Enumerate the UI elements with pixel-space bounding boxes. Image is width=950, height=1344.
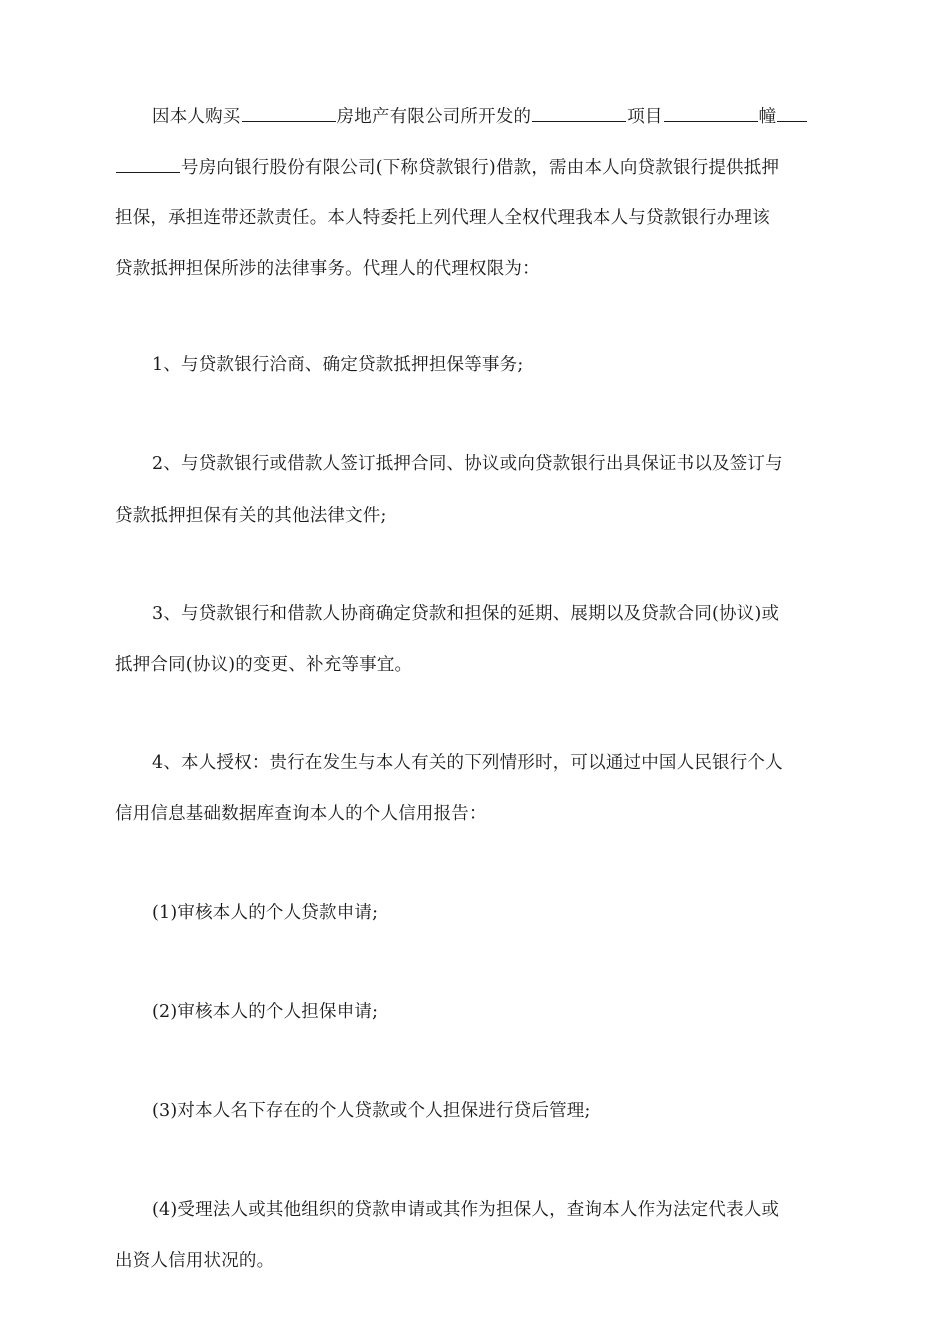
intro-line-3: 担保，承担连带还款责任。本人特委托上列代理人全权代理我本人与贷款银行办理该 [115, 208, 770, 228]
intro-line-2 [115, 154, 840, 181]
sub-item-1: (1)审核本人的个人贷款申请; [152, 903, 379, 923]
item-2-line-1: 2、与贷款银行或借款人签订抵押合同、协议或向贷款银行出具保证书以及签订与 [152, 454, 783, 474]
item-4-line-2: 信用信息基础数据库查询本人的个人信用报告： [115, 804, 487, 824]
blank-room-number-b[interactable] [116, 154, 180, 173]
intro-text-developer: 房地产有限公司所开发的 [336, 107, 532, 127]
item-2-line-2: 贷款抵押担保有关的其他法律文件; [115, 506, 387, 526]
intro-text-buy: 因本人购买 [152, 107, 241, 127]
intro-text-project: 项目 [627, 107, 663, 127]
blank-building-number[interactable] [664, 103, 758, 122]
item-1-line-1: 1、与贷款银行洽商、确定贷款抵押担保等事务; [152, 355, 524, 375]
blank-room-number-a[interactable] [777, 103, 807, 122]
item-4-line-1: 4、本人授权：贵行在发生与本人有关的下列情形时，可以通过中国人民银行个人 [152, 753, 783, 773]
sub-item-2: (2)审核本人的个人担保申请; [152, 1002, 379, 1022]
blank-developer-name[interactable] [242, 103, 336, 122]
blank-project-name[interactable] [532, 103, 626, 122]
intro-line-4: 贷款抵押担保所涉的法律事务。代理人的代理权限为： [115, 259, 540, 279]
item-3-line-1: 3、与贷款银行和借款人协商确定贷款和担保的延期、展期以及贷款合同(协议)或 [152, 604, 780, 624]
intro-line-1 [152, 103, 840, 130]
sub-item-4-line-1: (4)受理法人或其他组织的贷款申请或其作为担保人，查询本人作为法定代表人或 [152, 1200, 780, 1220]
sub-item-3: (3)对本人名下存在的个人贷款或个人担保进行贷后管理; [152, 1101, 591, 1121]
item-3-line-2: 抵押合同(协议)的变更、补充等事宜。 [115, 655, 413, 675]
intro-text-room: 号房向银行股份有限公司(下称贷款银行)借款，需由本人向贷款银行提供抵押 [181, 158, 780, 178]
intro-text-building: 幢 [758, 107, 777, 127]
sub-item-4-line-2: 出资人信用状况的。 [115, 1251, 275, 1271]
